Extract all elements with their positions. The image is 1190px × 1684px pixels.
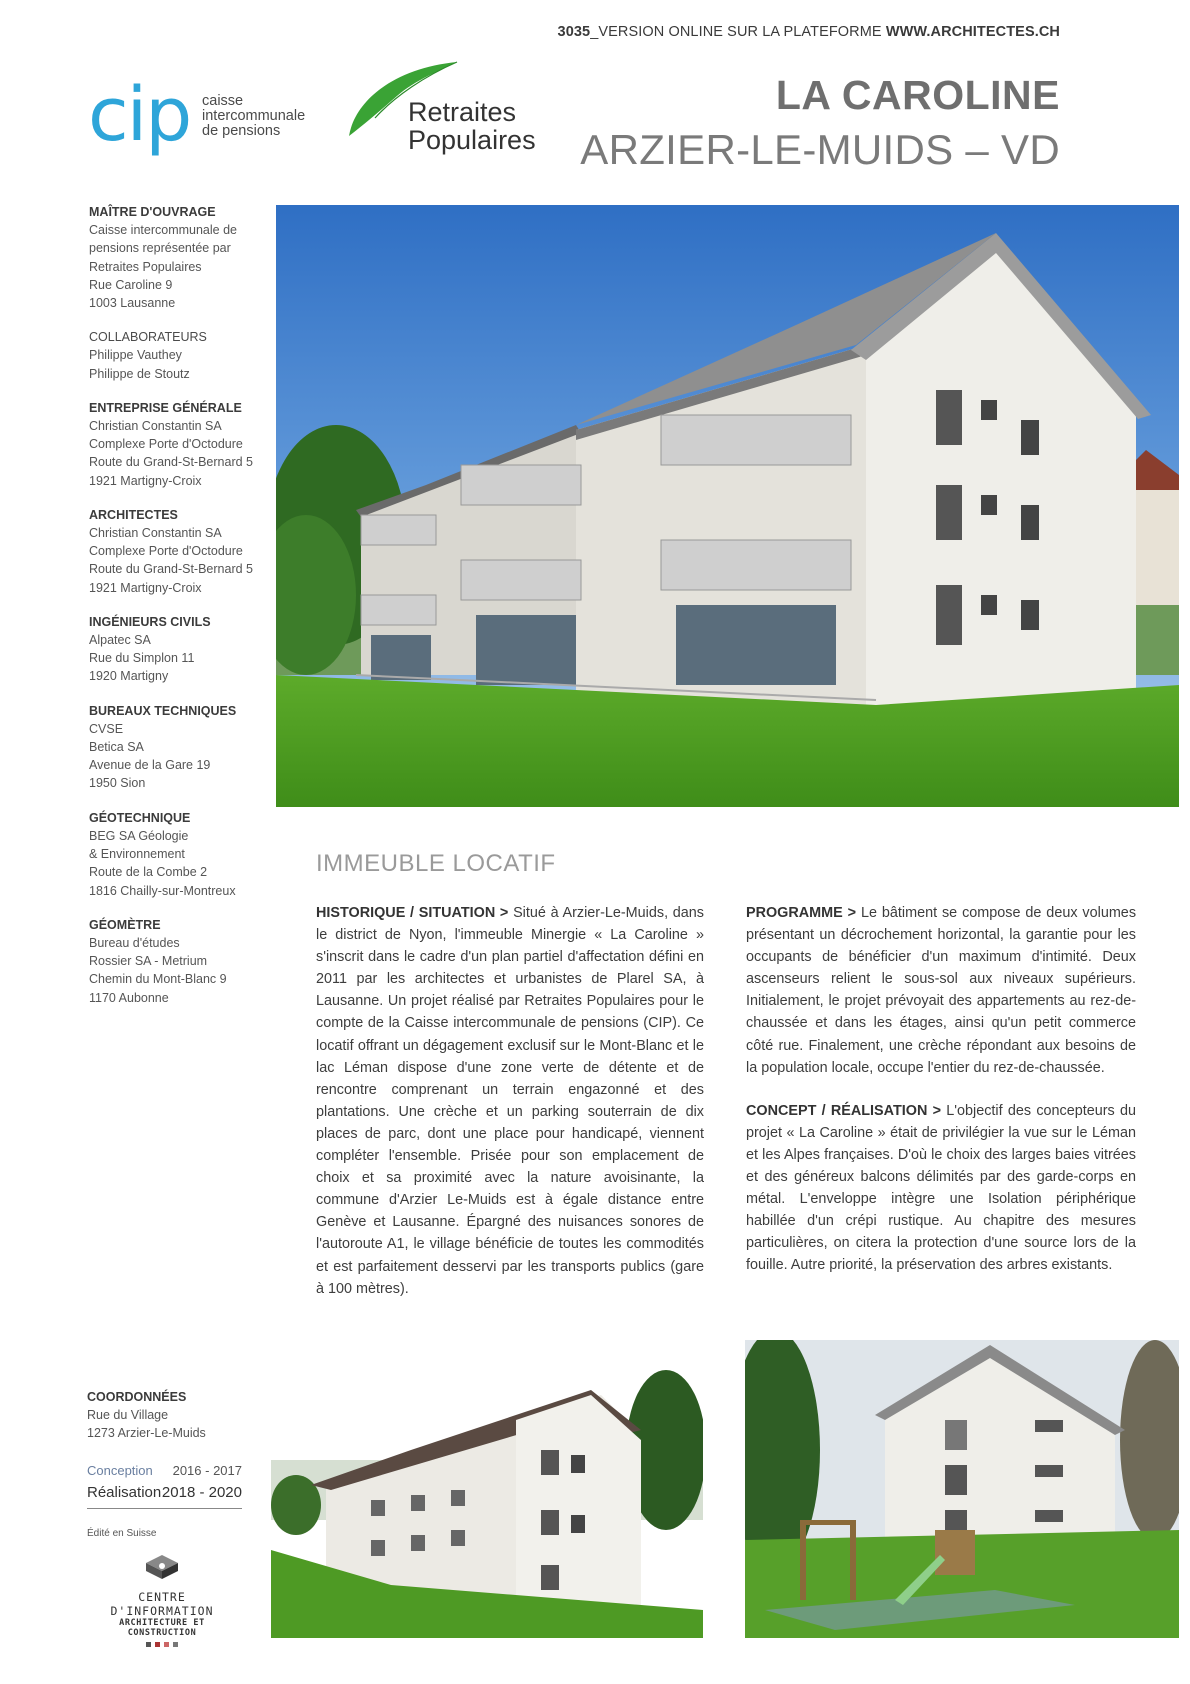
credit-heading: COLLABORATEURS — [89, 330, 207, 345]
credit-line: Caisse intercommunale de — [89, 223, 237, 238]
main-building-photo — [276, 205, 1179, 807]
credit-heading: GÉOTECHNIQUE — [89, 810, 191, 825]
concept-keyword: CONCEPT / RÉALISATION > — [746, 1102, 942, 1119]
cip-logo — [88, 70, 328, 170]
credit-line: Complexe Porte d'Octodure — [89, 544, 243, 559]
credit-line: Rue Caroline 9 — [89, 277, 173, 292]
credit-line: Route de la Combe 2 — [89, 865, 208, 880]
article-column-left — [316, 902, 704, 1321]
credit-line: 1921 Martigny-Croix — [89, 580, 202, 595]
credit-line: Philippe de Stoutz — [89, 366, 190, 381]
programme-keyword: PROGRAMME > — [746, 905, 857, 921]
historique-paragraph — [316, 902, 704, 1300]
cic-logo — [87, 1553, 237, 1647]
credit-line: Rossier SA - Metrium — [89, 954, 208, 969]
credit-line: 1920 Martigny — [89, 669, 169, 684]
cip-line-1: caisse — [202, 93, 244, 109]
credit-civil-engineers — [89, 613, 274, 686]
issue-number: 3035 — [557, 24, 591, 40]
credit-line: 1003 Lausanne — [89, 296, 176, 311]
credit-heading: ENTREPRISE GÉNÉRALE — [89, 400, 242, 415]
credit-line: Christian Constantin SA — [89, 419, 222, 434]
credit-surveyor — [89, 916, 274, 1007]
edited-in-switzerland: Édité en Suisse — [87, 1528, 157, 1539]
coordinates-line: 1273 Arzier-Le-Muids — [87, 1426, 206, 1440]
concept-text: L'objectif des concepteurs du projet « La Caroline » était de privilégier la vue sur le Léman et les Alpes françaises. D'où le choix des larges baies vitrées et des généreux balcons délimités par des garde-corps en métal. L'enveloppe intègre une Isolation périphérique habillée d'un crépi rustique. Au chapitre des mesures particulières, on citera la protection d'une source lors de la fouille. Autre priorité, la préservation des arbres existants. — [746, 1102, 1136, 1274]
credit-line: 1816 Chailly-sur-Montreux — [89, 883, 236, 898]
concept-paragraph — [746, 1100, 1136, 1277]
credit-architects — [89, 506, 274, 597]
credit-heading: BUREAUX TECHNIQUES — [89, 703, 237, 718]
credit-technical-offices — [89, 702, 274, 793]
rp-line-2: Populaires — [408, 125, 536, 155]
online-text: _VERSION ONLINE SUR LA PLATEFORME — [590, 24, 886, 40]
credit-line: Bureau d'études — [89, 935, 180, 950]
rp-line-1: Retraites — [408, 97, 517, 127]
credit-line: Alpatec SA — [89, 633, 151, 648]
credit-line: pensions représentée par — [89, 241, 231, 256]
conception-row — [87, 1460, 242, 1482]
project-dates — [87, 1460, 242, 1509]
cic-cube-icon — [142, 1553, 182, 1581]
credit-line: & Environnement — [89, 847, 185, 862]
credit-line: 1170 Aubonne — [89, 990, 169, 1005]
cip-line-3: de pensions — [202, 123, 281, 139]
realisation-value: 2018 - 2020 — [161, 1484, 242, 1501]
conception-label: Conception — [87, 1463, 153, 1478]
credit-heading: MAÎTRE D'OUVRAGE — [89, 205, 216, 219]
article-column-right — [746, 902, 1136, 1298]
website-link[interactable]: WWW.ARCHITECTES.CH — [885, 24, 1060, 40]
programme-paragraph — [746, 902, 1136, 1079]
cic-subtitle: ARCHITECTURE ET CONSTRUCTION — [119, 1618, 205, 1638]
retraites-populaires-logo — [345, 60, 605, 170]
conception-value: 2016 - 2017 — [172, 1463, 242, 1478]
credit-geotechnics — [89, 809, 274, 900]
dates-divider — [87, 1508, 242, 1509]
credit-line: CVSE — [89, 721, 124, 736]
credit-owner — [89, 203, 274, 312]
credit-general-contractor — [89, 399, 274, 490]
retraites-populaires-text — [408, 98, 536, 154]
credit-line: Route du Grand-St-Bernard 5 — [89, 455, 253, 470]
credit-collaborators — [89, 328, 274, 383]
credit-heading: GÉOMÈTRE — [89, 917, 161, 932]
credit-line: 1921 Martigny-Croix — [89, 473, 202, 488]
credit-line: Chemin du Mont-Blanc 9 — [89, 972, 227, 987]
credit-heading: ARCHITECTES — [89, 507, 178, 522]
coordinates-line: Rue du Village — [87, 1408, 169, 1422]
cip-logo-word: cip — [88, 72, 191, 158]
project-title: LA CAROLINE — [775, 72, 1060, 118]
playground-photo — [745, 1340, 1179, 1638]
credit-line: Rue du Simplon 11 — [89, 651, 195, 666]
building-side-photo — [271, 1340, 703, 1638]
cip-logo-subtitle — [202, 94, 305, 139]
project-location: ARZIER-LE-MUIDS – VD — [580, 126, 1060, 173]
credit-line: Route du Grand-St-Bernard 5 — [89, 562, 253, 577]
credit-line: Avenue de la Gare 19 — [89, 758, 211, 773]
credit-line: Christian Constantin SA — [89, 526, 222, 541]
credit-line: Complexe Porte d'Octodure — [89, 437, 243, 452]
realisation-label: Réalisation — [87, 1484, 162, 1501]
cic-color-dots — [87, 1642, 237, 1647]
credit-line: Betica SA — [89, 740, 144, 755]
platform-line — [558, 24, 1060, 40]
credits-column — [89, 203, 274, 1023]
programme-text: Le bâtiment se compose de deux volumes présentant un décrochement horizontal, la garantie pour les occupants de bénéficier d'un maximum d'intimité. Deux ascenseurs relient le sous-sol aux niveaux supérieurs. Initialement, le projet prévoyait des appartements au rez-de-chaussée et dans les étages, ainsi qu'un petit commerce côté rue. Finalement, une crèche répondant aux besoins de la population locale, occupe l'entier du rez-de-chaussée. — [746, 905, 1137, 1076]
credit-line: Philippe Vauthey — [89, 348, 182, 363]
historique-text: Situé à Arzier-Le-Muids, dans le district de Nyon, l'immeuble Minergie « La Caroline » s'inscrit dans le cadre d'un plan partiel d'affectation défini en 2011 par les architectes et urbanistes de Plarel SA, à Lausanne. Un projet réalisé par Retraites Populaires pour le compte de la Caisse intercommunale de pensions (CIP). Ce locatif offrant un dégagement exclusif sur le Mont-Blanc et le lac Léman dispose d'une zone verte de détente et de rencontre comprenant un terrain engazonné et des plantations. Une crèche et un parking souterrain de dix places de parc, dont une place pour handicapé, viennent compléter l'ensemble. Prisée pour son emplacement de choix et sa proximité avec la nature avoisinante, la commune d'Arzier Le-Muids est à égale distance entre Genève et Lausanne. Épargné des nuisances sonores de l'autoroute A1, le village bénéficie de toutes les commodités et est parfaitement desservi par les transports publics (gare à 100 mètres). — [316, 905, 704, 1297]
section-heading: IMMEUBLE LOCATIF — [316, 850, 556, 877]
credit-line: Retraites Populaires — [89, 259, 202, 274]
credit-line: 1950 Sion — [89, 776, 146, 791]
coordinates-block — [87, 1388, 287, 1442]
cic-name: CENTRE D'INFORMATION — [110, 1590, 214, 1618]
credit-heading: INGÉNIEURS CIVILS — [89, 614, 211, 629]
historique-keyword: HISTORIQUE / SITUATION > — [316, 905, 509, 921]
cip-line-2: intercommunale — [202, 108, 306, 124]
credit-line: BEG SA Géologie — [89, 828, 189, 843]
coordinates-heading: COORDONNÉES — [87, 1390, 187, 1404]
realisation-row — [87, 1482, 242, 1504]
